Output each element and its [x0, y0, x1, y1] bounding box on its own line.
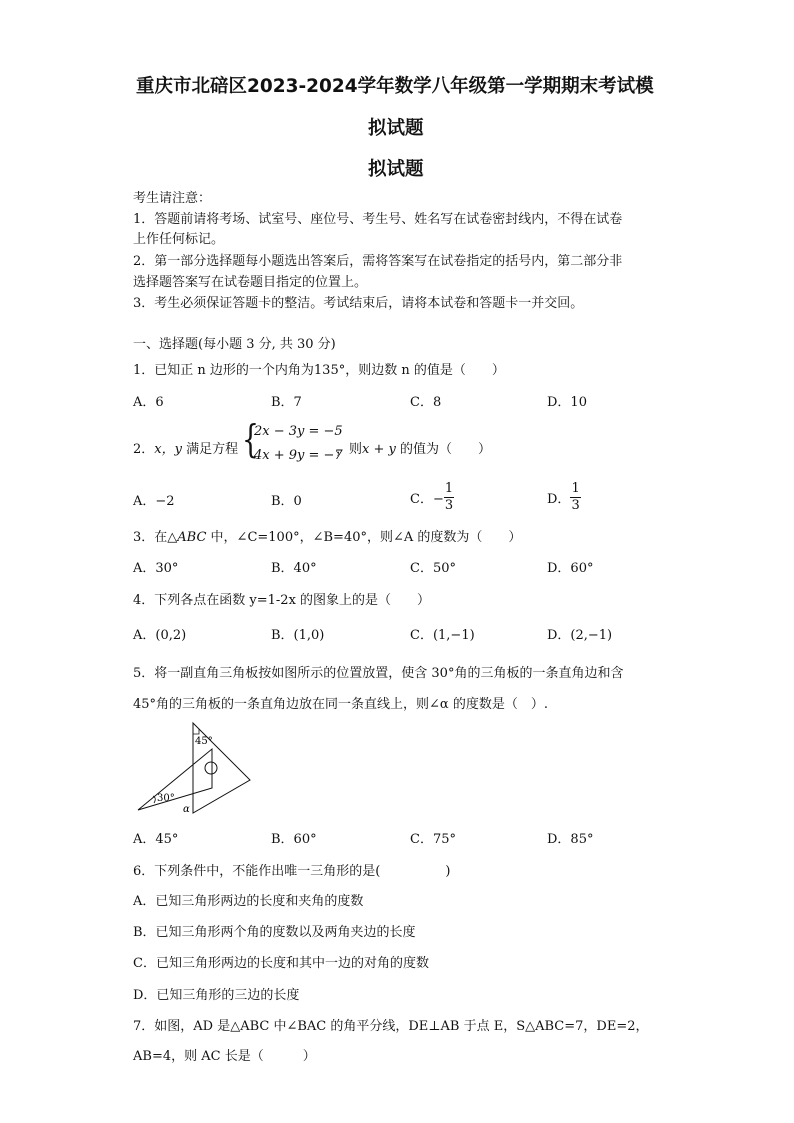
page-title-line2: 拟试题 [368, 118, 424, 139]
q3-stem-a: 3．在 [133, 530, 168, 545]
triangle-30 [138, 749, 212, 810]
label-alpha: α [183, 804, 190, 815]
notice-item: 1．答题前请将考场、试室号、座位号、考生号、姓名写在试卷密封线内，不得在试卷 [133, 212, 623, 227]
q2-option-c [410, 481, 454, 514]
question-7-line1: 7．如图，AD 是△ABC 中∠BAC 的角平分线，DE⊥AB 于点 E，S△ABC=7，DE=2， [133, 1019, 649, 1034]
section-heading: 一、选择题(每小题 3 分, 共 30 分) [133, 337, 336, 352]
q3-option-d: D．60° [547, 561, 594, 576]
q6-option-d: D．已知三角形的三边的长度 [133, 988, 300, 1003]
q6-option-a: A．已知三角形两边的长度和夹角的度数 [133, 894, 364, 909]
q3-stem-c: 中，∠C=100°，∠B=40°，则∠A 的度数为（ ） [206, 530, 522, 545]
q5-triangle-figure [130, 718, 260, 818]
q6-option-c: C．已知三角形两边的长度和其中一边的对角的度数 [133, 956, 429, 971]
q2-option-c-prefix: C．− [410, 492, 444, 507]
q2-option-d [547, 481, 581, 514]
page-title: 重庆市北碚区2023-2024学年数学八年级第一学期期末考试模 [136, 76, 654, 97]
question-7-line2: AB=4，则 AC 长是（ ） [133, 1049, 316, 1064]
question-4-stem: 4．下列各点在函数 y=1-2x 的图象上的是（ ） [133, 593, 431, 608]
notice-item: 3．考生必须保证答题卡的整洁。考试结束后，请将本试卷和答题卡一并交回。 [133, 296, 584, 311]
q2-mid: 满足方程 [181, 442, 239, 457]
notice-header: 考生请注意： [133, 191, 212, 206]
q2-expression: x + y [362, 442, 396, 457]
fraction-numerator: 1 [444, 481, 454, 496]
q1-option-b: B．7 [271, 395, 302, 410]
page-title-line3: 拟试题 [368, 159, 424, 180]
q2-tail-text: 的值为（ ） [395, 442, 491, 457]
q2-equation-2: 4x + 9y = −7 [254, 448, 343, 463]
notice-item: 2．第一部分选择题每小题选出答案后，需将答案写在试卷指定的括号内，第二部分非 [133, 254, 623, 269]
q2-tail [336, 438, 491, 457]
q4-option-c: C．(1,−1) [410, 628, 475, 643]
q4-option-a: A．(0,2) [133, 628, 187, 643]
question-2-stem [133, 438, 238, 457]
q4-option-b: B．(1,0) [271, 628, 325, 643]
question-5-line2: 45°角的三角板的一条直角边放在同一条直线上，则∠α 的度数是（ ）. [133, 697, 548, 712]
q5-option-b: B．60° [271, 832, 317, 847]
q1-option-d: D．10 [547, 395, 587, 410]
q3-option-a: A．30° [133, 561, 179, 576]
notice-item: 上作任何标记。 [133, 232, 225, 247]
q1-option-a: A．6 [133, 395, 164, 410]
q5-option-a: A．45° [133, 832, 179, 847]
notice-item: 选择题答案写在试卷题目指定的位置上。 [133, 275, 368, 290]
q2-post: ，则 [336, 442, 363, 457]
q5-option-c: C．75° [410, 832, 456, 847]
q2-option-b: B．0 [271, 494, 302, 509]
q2-vars: x，y [154, 442, 182, 457]
q2-option-c-fraction [444, 481, 454, 514]
q2-option-d-fraction [570, 481, 580, 514]
fraction-numerator: 1 [571, 481, 580, 496]
q3-option-b: B．40° [271, 561, 317, 576]
q2-number: 2． [133, 442, 155, 457]
question-6-stem: 6．下列条件中，不能作出唯一三角形的是( ) [133, 864, 451, 879]
triangle-hole [205, 762, 217, 774]
label-45: 45° [195, 736, 213, 747]
question-5-line1: 5．将一副直角三角板按如图所示的位置放置，使含 30°角的三角板的一条直角边和含 [133, 666, 624, 681]
equation-brace: { [242, 417, 259, 461]
question-3-stem [133, 526, 521, 545]
label-30: 30° [157, 793, 175, 804]
q5-option-d: D．85° [547, 832, 594, 847]
q2-option-a: A．−2 [133, 494, 175, 509]
q3-option-c: C．50° [410, 561, 456, 576]
fraction-denominator: 3 [444, 498, 454, 513]
fraction-denominator: 3 [571, 498, 580, 513]
q3-triangle: △ABC [167, 530, 207, 545]
q1-option-c: C．8 [410, 395, 442, 410]
q2-option-d-prefix: D． [547, 492, 571, 507]
q6-option-b: B．已知三角形两个角的度数以及两角夹边的长度 [133, 925, 416, 940]
q4-option-d: D．(2,−1) [547, 628, 613, 643]
q2-equation-1: 2x − 3y = −5 [254, 424, 343, 439]
question-1-stem: 1．已知正 n 边形的一个内角为135°，则边数 n 的值是（ ） [133, 363, 505, 378]
